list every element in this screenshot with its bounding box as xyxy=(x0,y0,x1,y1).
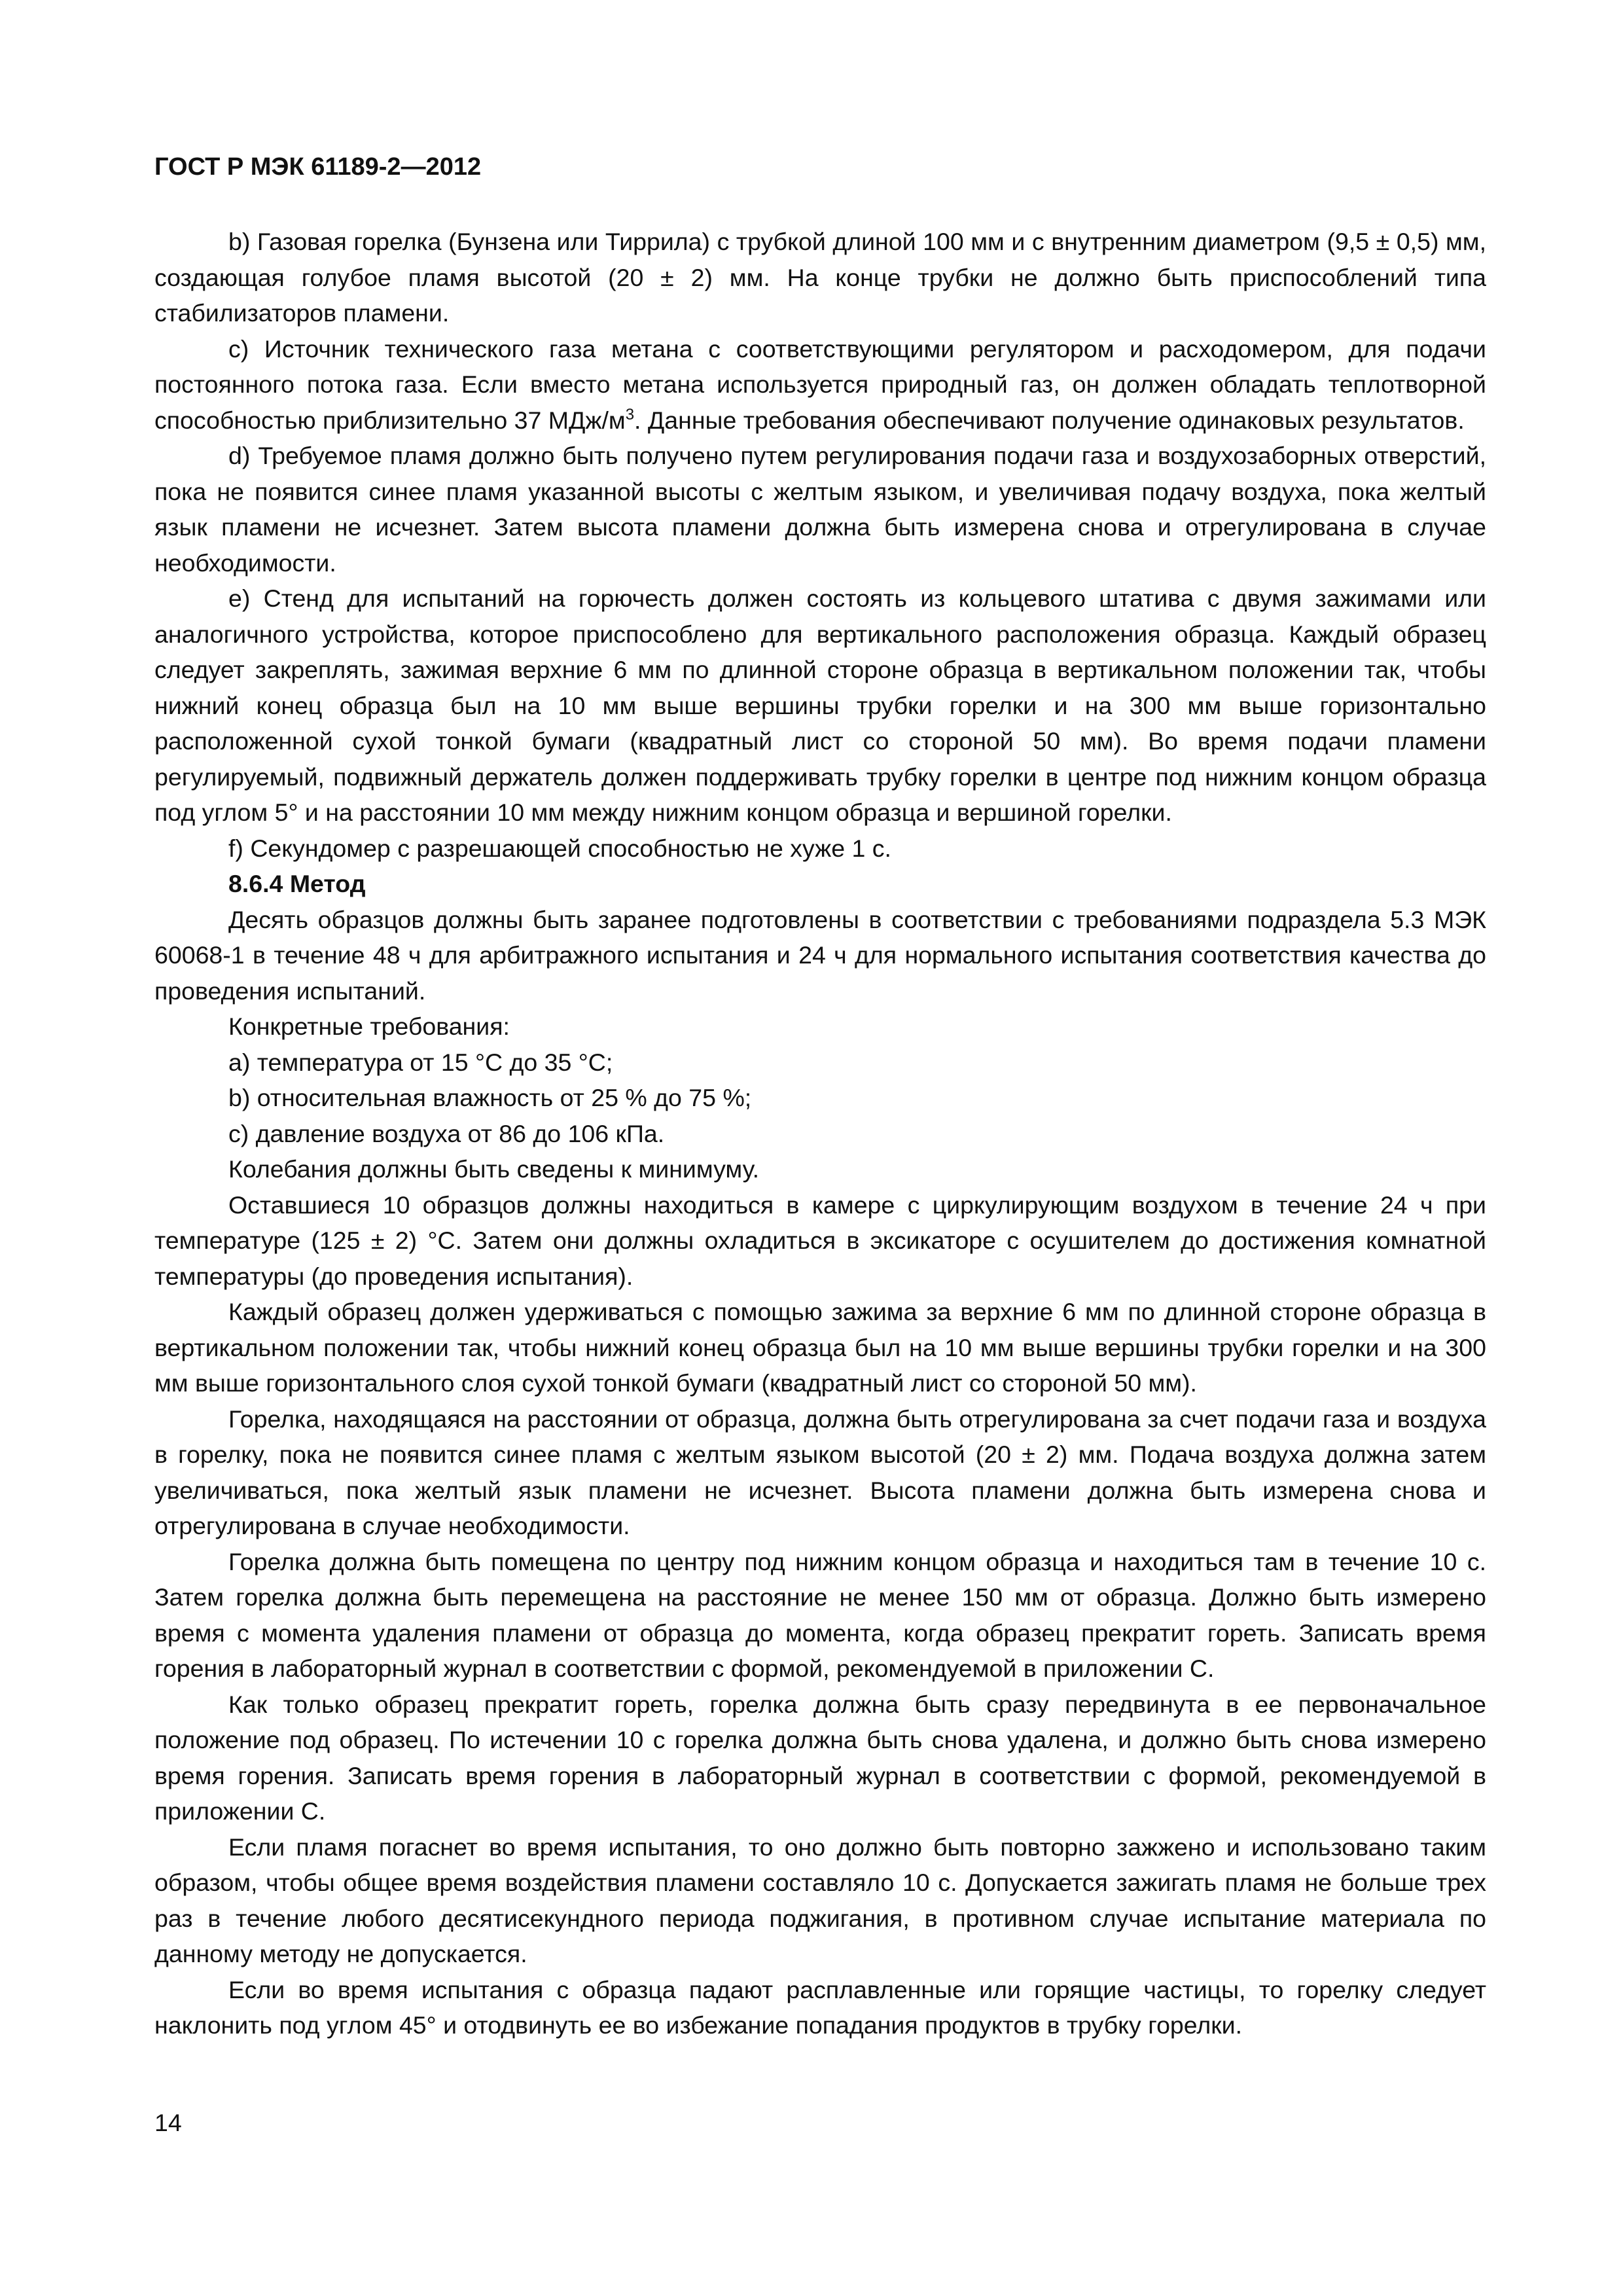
section-heading xyxy=(154,866,1486,902)
paragraph xyxy=(154,831,1486,867)
paragraph-text: a) температура от 15 °С до 35 °С; xyxy=(228,1048,613,1076)
paragraph-text: Горелка, находящаяся на расстоянии от образца, должна быть отрегулирована за счет подачи газа и воздуха в горелку, пока не появится синее пламя с желтым языком высотой (20 ± 2) мм. Подача воздуха должна затем увеличиваться, пока желтый язык пламени не исчезнет. Высота пламени должна быть измерена снова и отрегулирована в случае необходимости. xyxy=(154,1405,1486,1539)
paragraph xyxy=(154,438,1486,581)
paragraph xyxy=(154,581,1486,831)
paragraph xyxy=(154,1294,1486,1401)
document-page xyxy=(154,152,1486,2043)
paragraph xyxy=(154,1009,1486,1045)
paragraph-text: c) давление воздуха от 86 до 106 кПа. xyxy=(228,1119,665,1147)
paragraph xyxy=(154,1544,1486,1687)
paragraph-text: Оставшиеся 10 образцов должны находиться в камере с циркулирующим воздухом в течение 24 ч при температуре (125 ± 2) °С. Затем они должны охладиться в эксикаторе с осушителем до достижения комнатной температуры (до проведения испытания). xyxy=(154,1191,1486,1290)
superscript: 3 xyxy=(625,405,635,423)
paragraph-text: Десять образцов должны быть заранее подготовлены в соответствии с требованиями подраздела 5.3 МЭК 60068-1 в течение 48 ч для арбитражного испытания и 24 ч для нормального испытания соответствия качества до проведения испытаний. xyxy=(154,905,1486,1005)
paragraph xyxy=(154,331,1486,439)
paragraph-text-tail: . Данные требования обеспечивают получение одинаковых результатов. xyxy=(634,406,1465,434)
paragraph xyxy=(154,1187,1486,1295)
paragraph-text: b) Газовая горелка (Бунзена или Тиррила) с трубкой длиной 100 мм и с внутренним диаметром (9,5 ± 0,5) мм, создающая голубое пламя высотой (20 ± 2) мм. На конце трубки не должно быть приспособлений типа стабилизаторов пламени. xyxy=(154,228,1486,327)
paragraph-text: d) Требуемое пламя должно быть получено путем регулирования подачи газа и воздухозаборных отверстий, пока не появится синее пламя указанной высоты с желтым языком, и увеличивая подачу воздуха, пока желтый язык пламени не исчезнет. Затем высота пламени должна быть измерена снова и отрегулирована в случае необходимости. xyxy=(154,442,1486,577)
document-body xyxy=(154,224,1486,2043)
paragraph-text: Конкретные требования: xyxy=(228,1013,510,1040)
paragraph-text: c) Источник технического газа метана с соответствующими регулятором и расходомером, для подачи постоянного потока газа. Если вместо метана используется природный газ, он должен обладать теплотворной способностью приблизительно 37 МДж/м xyxy=(154,334,1486,434)
paragraph-text: f) Секундомер с разрешающей способностью не хуже 1 с. xyxy=(228,834,891,862)
page-number: 14 xyxy=(154,2109,182,2136)
paragraph-text: Если пламя погаснет во время испытания, то оно должно быть повторно зажжено и использовано таким образом, чтобы общее время воздействия пламени составляло 10 с. Допускается зажигать пламя не больше трех раз в течение любого десятисекундного периода поджигания, в противном случае испытание материала по данному методу не допускается. xyxy=(154,1833,1486,1967)
paragraph-text: b) относительная влажность от 25 % до 75 %; xyxy=(228,1084,752,1111)
paragraph xyxy=(154,1687,1486,1829)
document-header: ГОСТ Р МЭК 61189-2—2012 xyxy=(154,153,482,181)
paragraph xyxy=(154,1972,1486,2043)
paragraph xyxy=(154,1116,1486,1152)
paragraph-text: Колебания должны быть сведены к минимуму. xyxy=(228,1155,760,1183)
paragraph-text: Каждый образец должен удерживаться с помощью зажима за верхние 6 мм по длинной стороне образца в вертикальном положении так, чтобы нижний конец образца был на 10 мм выше вершины трубки горелки и на 300 мм выше горизонтального слоя сухой тонкой бумаги (квадратный лист со стороной 50 мм). xyxy=(154,1298,1486,1397)
paragraph xyxy=(154,1045,1486,1081)
paragraph xyxy=(154,1080,1486,1116)
paragraph xyxy=(154,902,1486,1009)
paragraph xyxy=(154,1829,1486,1972)
paragraph xyxy=(154,224,1486,331)
paragraph-text: e) Стенд для испытаний на горючесть должен состоять из кольцевого штатива с двумя зажимами или аналогичного устройства, которое приспособлено для вертикального расположения образца. Каждый образец следует закреплять, зажимая верхние 6 мм по длинной стороне образца в вертикальном положении так, чтобы нижний конец образца был на 10 мм выше вершины трубки горелки и на 300 мм выше горизонтально расположенной сухой тонкой бумаги (квадратный лист со стороной 50 мм). Во время подачи пламени регулируемый, подвижный держатель должен поддерживать трубку горелки в центре под нижним концом образца под углом 5° и на расстоянии 10 мм между нижним концом образца и вершиной горелки. xyxy=(154,584,1486,826)
paragraph-text: Горелка должна быть помещена по центру под нижним концом образца и находиться там в течение 10 с. Затем горелка должна быть перемещена на расстояние не менее 150 мм от образца. Должно быть измерено время с момента удаления пламени от образца до момента, когда образец прекратит гореть. Записать время горения в лабораторный журнал в соответствии с формой, рекомендуемой в приложении С. xyxy=(154,1547,1486,1682)
paragraph xyxy=(154,1401,1486,1544)
paragraph-text: Если во время испытания с образца падают расплавленные или горящие частицы, то горелку следует наклонить под углом 45° и отодвинуть ее во избежание попадания продуктов в трубку горелки. xyxy=(154,1975,1486,2039)
paragraph-text: Как только образец прекратит гореть, горелка должна быть сразу передвинута в ее первоначальное положение под образец. По истечении 10 с горелка должна быть снова удалена, и должно быть снова измерено время горения. Записать время горения в лабораторный журнал в соответствии с формой, рекомендуемой в приложении С. xyxy=(154,1690,1486,1825)
paragraph xyxy=(154,1151,1486,1187)
paragraph-text: 8.6.4 Метод xyxy=(228,870,366,897)
